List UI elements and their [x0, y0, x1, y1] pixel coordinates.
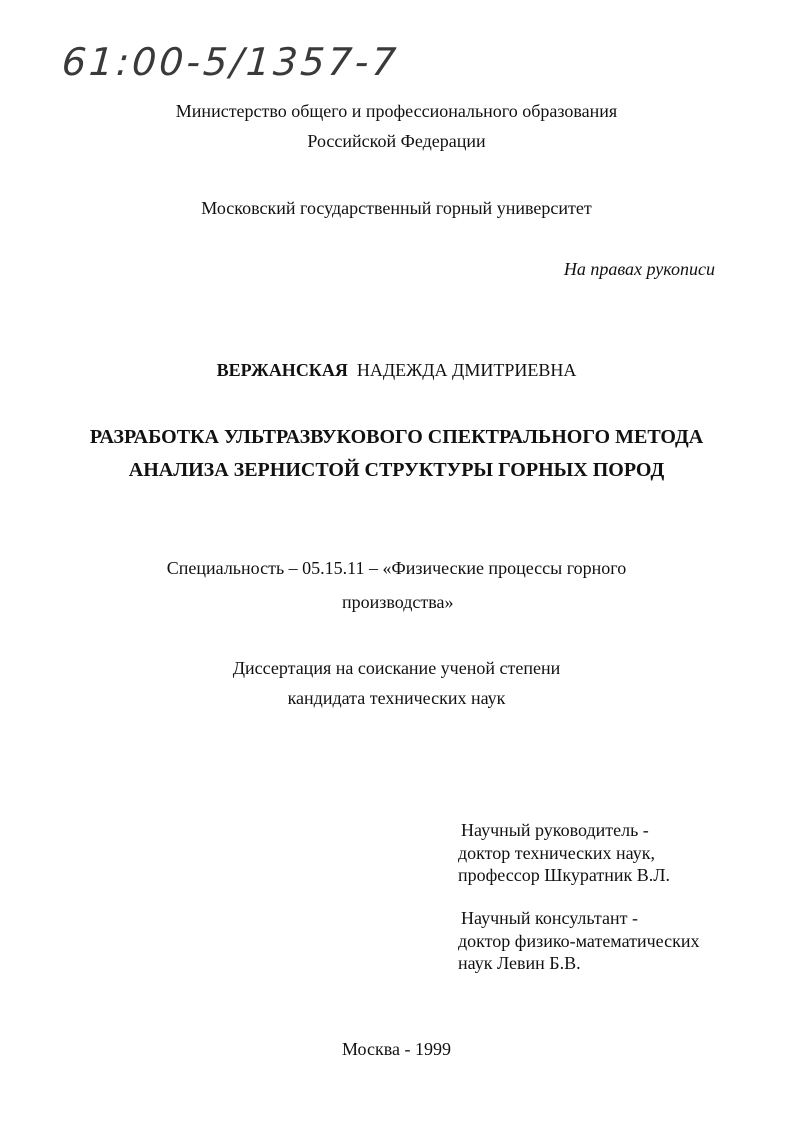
author-given-names: НАДЕЖДА ДМИТРИЕВНА: [356, 360, 577, 380]
degree-line-2: кандидата технических наук: [287, 688, 506, 708]
university-name: Московский государственный горный университет: [201, 198, 592, 218]
degree-line-1: Диссертация на соискание ученой степени: [232, 658, 561, 678]
supervisor-degree: доктор технических наук,: [458, 843, 655, 863]
specialty-line-2: производства»: [342, 592, 454, 612]
consultant-name: наук Левин Б.В.: [458, 953, 581, 973]
handwritten-archive-code: 61:00-5/1357-7: [60, 40, 401, 84]
rights-note: На правах рукописи: [563, 259, 715, 279]
consultant-label: Научный консультант -: [461, 908, 638, 928]
supervisor-label: Научный руководитель -: [461, 820, 649, 840]
ministry-line-2: Российской Федерации: [307, 131, 486, 151]
city-year: Москва - 1999: [342, 1039, 451, 1059]
author-name: [0, 360, 793, 381]
dissertation-title-line-2: АНАЛИЗА ЗЕРНИСТОЙ СТРУКТУРЫ ГОРНЫХ ПОРОД: [128, 459, 665, 481]
author-surname: ВЕРЖАНСКАЯ: [216, 360, 348, 380]
supervisor-name: профессор Шкуратник В.Л.: [458, 865, 670, 885]
specialty-line-1: Специальность – 05.15.11 – «Физические процессы горного: [166, 558, 627, 578]
dissertation-title-line-1: РАЗРАБОТКА УЛЬТРАЗВУКОВОГО СПЕКТРАЛЬНОГО МЕТОДА: [89, 426, 704, 448]
consultant-degree: доктор физико-математических: [458, 931, 700, 951]
ministry-line-1: Министерство общего и профессионального образования: [175, 101, 618, 121]
